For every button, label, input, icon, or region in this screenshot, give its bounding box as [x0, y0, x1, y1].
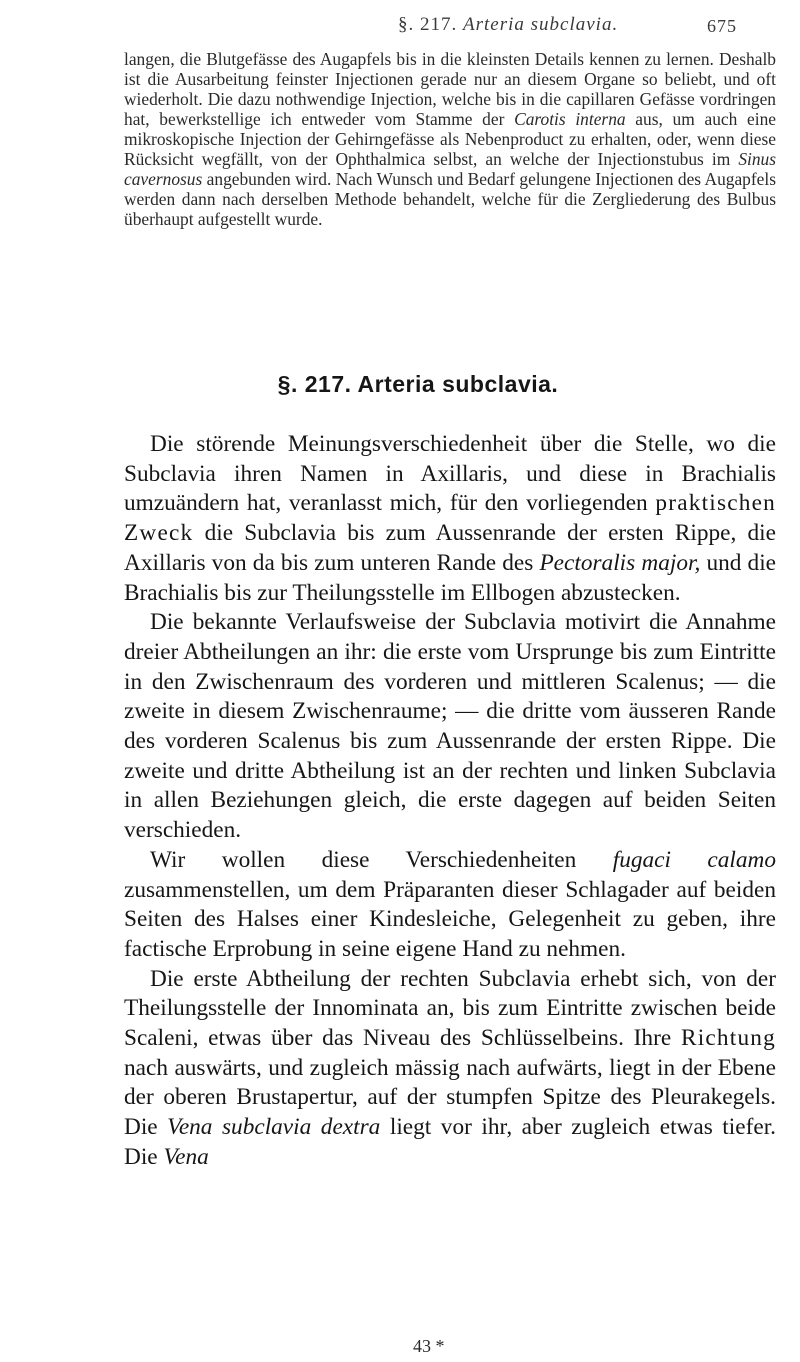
italic-term: Vena [163, 1143, 209, 1170]
text-run: die Subclavia bis zum Aussenrande der ersten Rippe, die Axillaris von da bis zum unteren Rande des [124, 520, 776, 576]
italic-term: Pectoralis major, [539, 549, 701, 576]
text-run: angebunden wird. Nach Wunsch und Bedarf gelungene Injectionen des Augapfels werden dann nach derselben Methode behandelt, welche für die Zergliederung des Bulbus überhaupt aufgestellt wurde. [124, 168, 776, 229]
emphasis-term: praktischen Zweck [124, 490, 776, 547]
text-run: zusammenstellen, um dem Präparanten dieser Schlagader auf beiden Seiten des Halses einer Kindesleiche, Gelegenheit zu geben, ihre factische Erprobung in seine eigene Hand zu nehmen. [124, 876, 776, 962]
paragraph-4 [124, 965, 776, 1173]
italic-term: Carotis interna [514, 108, 626, 129]
italic-term: Sinus cavernosus [124, 148, 776, 189]
paragraph-1 [124, 430, 776, 608]
running-head-section: §. 217. [398, 14, 463, 35]
paragraph-2: Die bekannte Verlaufsweise der Subclavia motivirt die Annahme dreier Abtheilungen an ihr: die erste vom Ursprunge bis zum Eintritte in den Zwischenraum des vorderen und mittleren Scalenus; — die zweite in diesem Zwischenraume; — die dritte vom äusseren Rande des vorderen Scalenus bis zum Aussenrande der ersten Rippe. Die zweite und dritte Abtheilung ist an der rechten und linken Subclavia in allen Beziehungen gleich, die erste dagegen auf beiden Seiten verschieden. [124, 609, 776, 844]
emphasis-term: Richtung [680, 1025, 776, 1052]
intro-paragraph-block [124, 50, 776, 230]
text-run: und die Brachialis bis zur Theilungsstelle im Ellbogen abzustecken. [124, 549, 777, 606]
page-number: 675 [707, 16, 737, 36]
section-heading [0, 371, 800, 398]
signature-mark: 43 * [413, 1336, 445, 1356]
running-head-subject: Arteria subclavia. [463, 14, 619, 35]
intro-paragraph [124, 50, 776, 230]
italic-term: fugaci calamo [612, 846, 776, 873]
section-heading-text: §. 217. Arteria subclavia. [277, 371, 559, 397]
running-head-title [398, 14, 618, 36]
running-head [0, 12, 800, 38]
text-run: liegt vor ihr, aber zugleich etwas tiefer. Die [124, 1114, 776, 1170]
text-run: Die erste Abtheilung der rechten Subclavia erhebt sich, von der Theilungsstelle der Innominata an, bis zum Eintritte zwischen beide Scaleni, etwas über das Niveau des Schlüsselbeins. Ihre [124, 965, 776, 1052]
text-run: nach auswärts, und zugleich mässig nach aufwärts, liegt in der Ebene der oberen Brustapertur, auf der stumpfen Spitze des Pleurakegels. Die [124, 1054, 776, 1141]
text-run: langen, die Blutgefässe des Augapfels bis in die kleinsten Details kennen zu lernen. Deshalb ist die Ausarbeitung feinster Injectionen gerade nur an diesem Organe so beliebt, und oft wiederholt. Die dazu nothwendige Injection, welche bis in die capillaren Gefässe vordringen hat, bewerkstellige ich entweder vom Stamme der [124, 49, 776, 129]
paragraph-3 [124, 846, 776, 965]
text-run: Die störende Meinungsverschiedenheit über die Stelle, wo die Subclavia ihren Namen in Axillaris, und diese in Brachialis umzuändern hat, veranlasst mich, für den vorliegenden [124, 431, 776, 517]
text-run: Wir wollen diese Verschiedenheiten [150, 846, 613, 873]
italic-term: Vena subclavia dextra [167, 1114, 381, 1141]
body-text-block [124, 430, 776, 1173]
text-run: aus, um auch eine mikroskopische Injection der Gehirngefässe als Nebenproduct zu erhalten, oder, wenn diese Rücksicht wegfällt, von der Ophthalmica selbst, an welche der Injectionstubus im [124, 108, 776, 169]
